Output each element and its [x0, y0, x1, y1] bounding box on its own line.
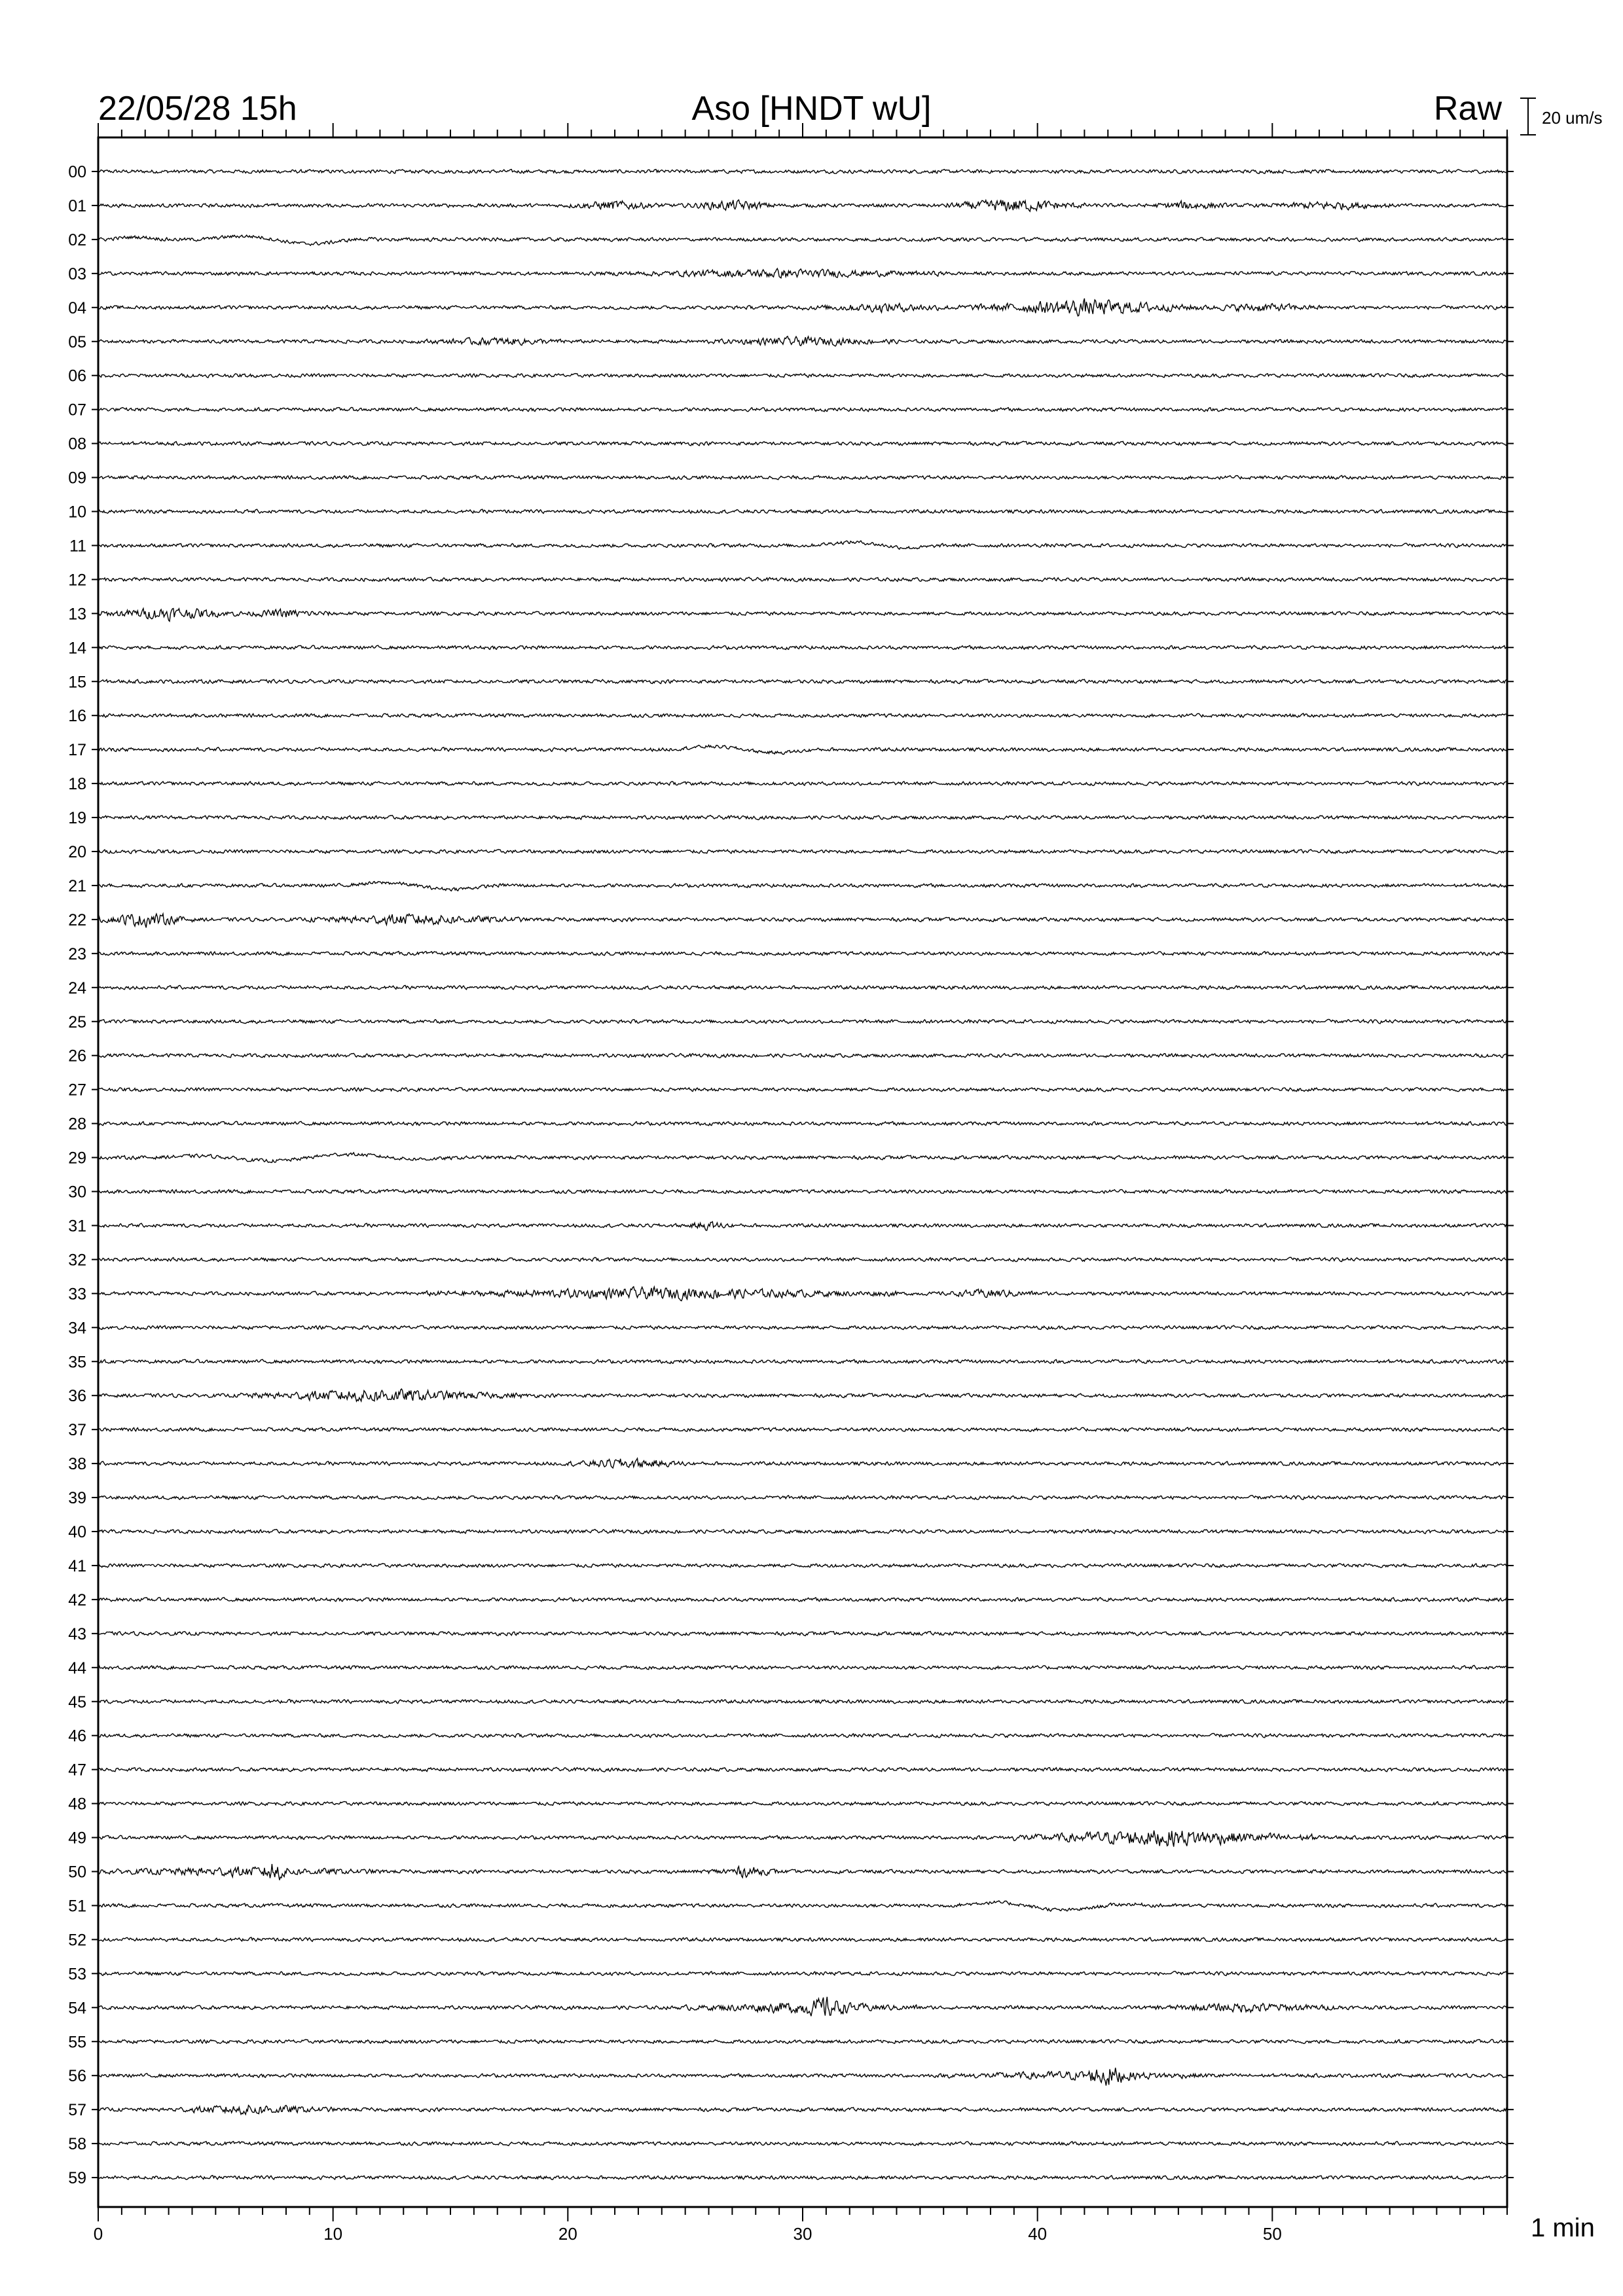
row-label: 53 [68, 1965, 86, 1984]
trace-row-20 [98, 850, 1507, 853]
row-label: 04 [68, 298, 86, 317]
header-mode: Raw [1433, 90, 1502, 128]
trace-row-11 [98, 541, 1507, 549]
trace-row-25 [98, 1019, 1507, 1024]
row-label: 26 [68, 1047, 86, 1066]
trace-row-21 [98, 882, 1507, 891]
row-label: 05 [68, 332, 86, 351]
trace-row-48 [98, 1802, 1507, 1806]
trace-row-36 [98, 1389, 1507, 1401]
x-tick-label: 50 [1262, 2224, 1282, 2244]
row-label: 43 [68, 1624, 86, 1643]
trace-row-22 [98, 914, 1507, 927]
row-label: 27 [68, 1081, 86, 1100]
row-label: 58 [68, 2135, 86, 2154]
trace-row-04 [98, 298, 1507, 316]
row-label: 24 [68, 978, 86, 997]
row-label: 13 [68, 605, 86, 624]
trace-row-09 [98, 475, 1507, 480]
header-datetime: 22/05/28 15h [98, 90, 297, 128]
trace-row-50 [98, 1864, 1507, 1880]
row-label: 44 [68, 1659, 86, 1677]
row-label: 10 [68, 503, 86, 522]
row-label: 02 [68, 230, 86, 249]
row-label: 19 [68, 809, 86, 828]
trace-row-42 [98, 1598, 1507, 1602]
trace-row-40 [98, 1530, 1507, 1534]
row-label: 45 [68, 1693, 86, 1712]
trace-row-28 [98, 1121, 1507, 1125]
trace-row-29 [98, 1153, 1507, 1162]
trace-row-23 [98, 952, 1507, 956]
trace-row-00 [98, 170, 1507, 173]
trace-row-49 [98, 1831, 1507, 1847]
row-label: 08 [68, 435, 86, 454]
row-label: 36 [68, 1387, 86, 1406]
trace-row-07 [98, 407, 1507, 411]
plot-frame [98, 137, 1507, 2207]
row-label: 40 [68, 1523, 86, 1541]
row-label: 35 [68, 1353, 86, 1372]
trace-row-39 [98, 1496, 1507, 1500]
row-label: 09 [68, 469, 86, 488]
row-label: 56 [68, 2067, 86, 2086]
row-label: 32 [68, 1251, 86, 1270]
trace-row-56 [98, 2068, 1507, 2085]
row-label: 22 [68, 910, 86, 929]
trace-row-18 [98, 781, 1507, 785]
trace-row-10 [98, 509, 1507, 513]
trace-row-52 [98, 1937, 1507, 1941]
row-label: 17 [68, 741, 86, 760]
trace-row-41 [98, 1564, 1507, 1568]
trace-row-57 [98, 2106, 1507, 2115]
trace-row-43 [98, 1632, 1507, 1636]
row-label: 15 [68, 673, 86, 692]
trace-row-51 [98, 1901, 1507, 1911]
row-label: 38 [68, 1455, 86, 1474]
trace-row-59 [98, 2176, 1507, 2179]
x-tick-label: 40 [1028, 2224, 1048, 2244]
x-tick-label: 30 [793, 2224, 812, 2244]
row-label: 39 [68, 1489, 86, 1508]
trace-row-19 [98, 816, 1507, 820]
row-label: 28 [68, 1115, 86, 1134]
row-label: 21 [68, 876, 86, 895]
x-tick-label: 10 [323, 2224, 343, 2244]
row-label: 16 [68, 707, 86, 726]
row-label: 54 [68, 1999, 86, 2018]
row-label: 11 [69, 537, 86, 556]
trace-row-33 [98, 1287, 1507, 1301]
trace-row-16 [98, 713, 1507, 717]
trace-row-24 [98, 986, 1507, 990]
trace-row-44 [98, 1666, 1507, 1670]
trace-row-26 [98, 1053, 1507, 1058]
x-axis-unit-label: 1 min [1531, 2214, 1595, 2242]
trace-row-34 [98, 1325, 1507, 1329]
row-label: 47 [68, 1761, 86, 1780]
trace-row-15 [98, 679, 1507, 684]
trace-row-13 [98, 609, 1507, 622]
trace-row-53 [98, 1971, 1507, 1976]
trace-row-58 [98, 2142, 1507, 2146]
row-label: 00 [68, 163, 86, 181]
header-station: Aso [HNDT wU] [691, 90, 932, 128]
row-label: 07 [68, 401, 86, 420]
trace-row-12 [98, 577, 1507, 582]
row-label: 48 [68, 1795, 86, 1814]
row-label: 20 [68, 843, 86, 861]
row-label: 29 [68, 1149, 86, 1168]
row-label: 59 [68, 2169, 86, 2188]
trace-row-32 [98, 1257, 1507, 1261]
trace-row-54 [98, 1997, 1507, 2017]
trace-row-35 [98, 1359, 1507, 1363]
row-label: 49 [68, 1829, 86, 1848]
row-label: 33 [68, 1285, 86, 1304]
trace-row-17 [98, 745, 1507, 754]
trace-row-30 [98, 1189, 1507, 1193]
trace-row-47 [98, 1767, 1507, 1772]
trace-row-45 [98, 1700, 1507, 1704]
x-tick-label: 20 [558, 2224, 577, 2244]
trace-row-55 [98, 2039, 1507, 2043]
row-label: 37 [68, 1421, 86, 1440]
row-label: 01 [68, 196, 86, 215]
row-label: 57 [68, 2101, 86, 2120]
row-label: 25 [68, 1013, 86, 1031]
trace-row-05 [98, 336, 1507, 346]
row-label: 52 [68, 1931, 86, 1950]
row-label: 42 [68, 1590, 86, 1609]
row-label: 30 [68, 1183, 86, 1202]
x-tick-label: 0 [93, 2224, 103, 2244]
row-label: 55 [68, 2033, 86, 2052]
row-label: 31 [68, 1217, 86, 1236]
row-label: 23 [68, 944, 86, 963]
trace-row-06 [98, 374, 1507, 378]
trace-row-31 [98, 1222, 1507, 1230]
trace-row-08 [98, 441, 1507, 446]
trace-row-03 [98, 268, 1507, 278]
row-label: 51 [68, 1897, 86, 1916]
row-label: 18 [68, 775, 86, 794]
row-label: 41 [68, 1556, 86, 1575]
row-label: 06 [68, 367, 86, 386]
row-label: 46 [68, 1727, 86, 1746]
trace-row-37 [98, 1427, 1507, 1432]
row-label: 12 [68, 571, 86, 590]
trace-row-02 [98, 235, 1507, 245]
amplitude-scale-label: 20 um/s [1542, 108, 1603, 128]
row-label: 03 [68, 264, 86, 283]
trace-row-14 [98, 645, 1507, 649]
trace-row-38 [98, 1458, 1507, 1468]
row-label: 34 [68, 1319, 86, 1338]
trace-row-01 [98, 200, 1507, 211]
row-label: 50 [68, 1863, 86, 1882]
trace-row-27 [98, 1088, 1507, 1092]
trace-row-46 [98, 1733, 1507, 1737]
row-label: 14 [68, 639, 86, 658]
